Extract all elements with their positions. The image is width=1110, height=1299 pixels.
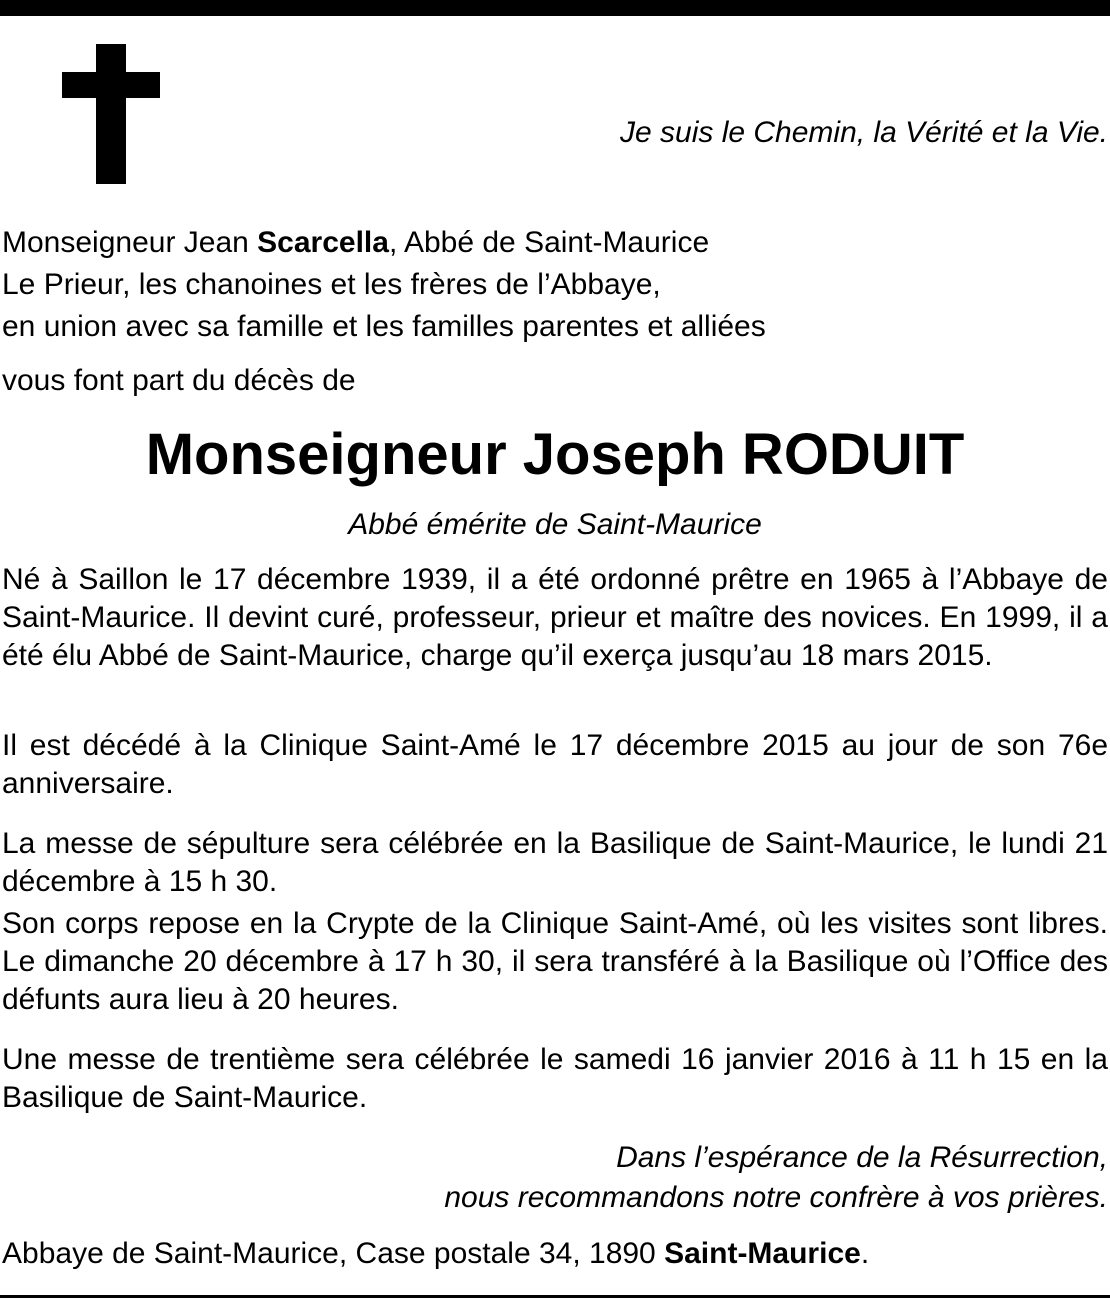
- funeral-paragraph-1: La messe de sépulture sera célébrée en la Basilique de Saint-Maurice, le lundi 21 décembre à 15 h 30.: [2, 827, 1108, 898]
- bio-paragraph-1: Né à Saillon le 17 décembre 1939, il a été ordonné prêtre en 1965 à l’Abbaye de Saint-Maurice. Il devint curé, professeur, prieur et maître des novices. En 1999, il a été élu Abbé de Saint-Maurice, charge qu’il exerça jusqu’au 18 mars 2015.: [2, 563, 1108, 672]
- deceased-role: Abbé émérite de Saint-Maurice: [348, 508, 762, 541]
- top-rule: [0, 0, 1110, 16]
- closing-line-2: nous recommandons notre confrère à vos prières.: [444, 1181, 1108, 1214]
- intro-line-1: Monseigneur Jean Scarcella, Abbé de Saint-Maurice: [2, 226, 710, 259]
- cross-icon: [62, 44, 160, 184]
- closing-line-1: Dans l’espérance de la Résurrection,: [616, 1141, 1108, 1174]
- motto: Je suis le Chemin, la Vérité et la Vie.: [619, 116, 1108, 149]
- trentieme-paragraph: Une messe de trentième sera célébrée le samedi 16 janvier 2016 à 11 h 15 en la Basilique de Saint-Maurice.: [2, 1043, 1108, 1114]
- funeral-paragraph-2: Son corps repose en la Crypte de la Clinique Saint-Amé, où les visites sont libres. Le dimanche 20 décembre à 17 h 30, il sera transféré à la Basilique où l’Office des défunts aura lieu à 20 heures.: [2, 907, 1108, 1016]
- address: Abbaye de Saint-Maurice, Case postale 34, 1890 Saint-Maurice.: [2, 1237, 870, 1270]
- bio-paragraph-2: Il est décédé à la Clinique Saint-Amé le 17 décembre 2015 au jour de son 76e anniversaire.: [2, 729, 1108, 800]
- intro-line-4: vous font part du décès de: [2, 364, 356, 397]
- intro-line-3: en union avec sa famille et les familles parentes et alliées: [2, 310, 766, 343]
- deceased-name: Monseigneur Joseph RODUIT: [145, 422, 965, 487]
- intro-line-2: Le Prieur, les chanoines et les frères de l’Abbaye,: [2, 268, 661, 301]
- bottom-rule: [0, 1295, 1110, 1298]
